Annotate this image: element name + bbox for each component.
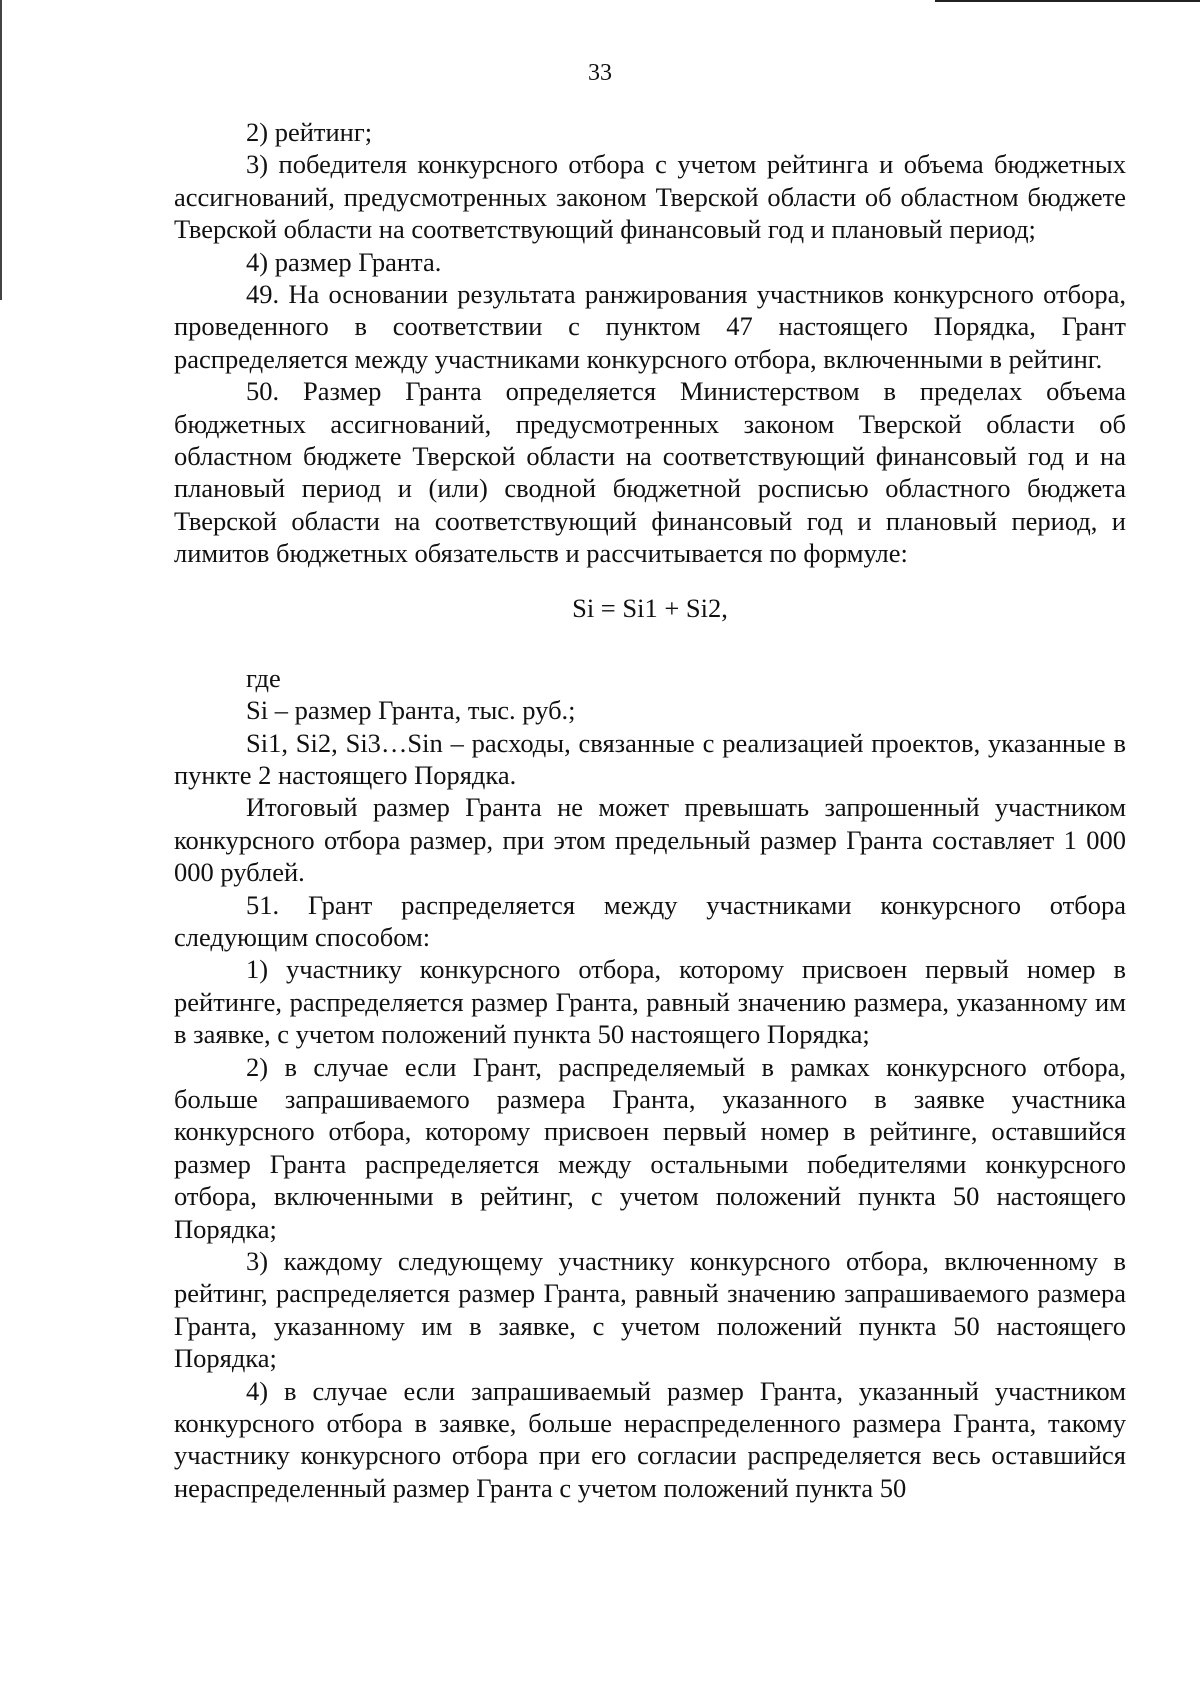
paragraph-grant-size: 4) размер Гранта. [246, 246, 442, 277]
paragraph-rating: 2) рейтинг; [246, 117, 373, 147]
scan-edge-line [935, 0, 1200, 2]
formula: Si = Si1 + Si2, [572, 592, 728, 623]
paragraph-si-components: Si1, Si2, Si3…Sin – расходы, связанные с реализацией проектов, указанные в пункте 2 настоящего Порядка. [174, 727, 1126, 790]
page-number: 33 [588, 60, 612, 86]
paragraph-51: 51. Грант распределяется между участниками конкурсного отбора следующим способом: [174, 889, 1126, 952]
scan-edge-line-left [0, 0, 2, 300]
paragraph-50: 50. Размер Гранта определяется Министерством в пределах объема бюджетных ассигнований, предусмотренных законом Тверской области об областном бюджете Тверской области на соответствующий финансовый год и на плановый период и (или) сводной бюджетной росписью областного бюджета Тверской области на соответствующий финансовый год и плановый период, и лимитов бюджетных обязательств и рассчитывается по формуле: [174, 376, 1126, 569]
paragraph-51-item-2: 2) в случае если Грант, распределяемый в рамках конкурсного отбора, больше запрашиваемого размера Гранта, указанного в заявке участника конкурсного отбора, которому присвоен первый номер в рейтинге, оставшийся размер Гранта распределяется между остальными победителями конкурсного отбора, включенными в рейтинг, с учетом положений пункта 50 настоящего Порядка; [174, 1051, 1126, 1244]
document-body [174, 116, 1126, 1504]
paragraph-49: 49. На основании результата ранжирования участников конкурсного отбора, проведенного в соответствии с пунктом 47 настоящего Порядка, Грант распределяется между участниками конкурсного отбора, включенными в рейтинг. [174, 279, 1126, 374]
paragraph-winner: 3) победителя конкурсного отбора с учетом рейтинга и объема бюджетных ассигнований, предусмотренных законом Тверской области об областном бюджете Тверской области на соответствующий финансовый год и плановый период; [174, 149, 1126, 245]
paragraph-si-definition: Si – размер Гранта, тыс. руб.; [246, 695, 576, 726]
paragraph-where: где [246, 662, 281, 693]
paragraph-51-item-1: 1) участнику конкурсного отбора, которому присвоен первый номер в рейтинге, распределяется размер Гранта, равный значению размера, указанному им в заявке, с учетом положений пункта 50 настоящего Порядка; [174, 954, 1126, 1050]
paragraph-final-size: Итоговый размер Гранта не может превышать запрошенный участником конкурсного отбора размер, при этом предельный размер Гранта составляет 1 000 000 рублей. [174, 792, 1126, 888]
paragraph-51-item-3: 3) каждому следующему участнику конкурсного отбора, включенному в рейтинг, распределяется размер Гранта, равный значению запрашиваемого размера Гранта, указанному им в заявке, с учетом положений пункта 50 настоящего Порядка; [174, 1246, 1126, 1374]
paragraph-51-item-4: 4) в случае если запрашиваемый размер Гранта, указанный участником конкурсного отбора в заявке, больше нераспределенного размера Гранта, такому участнику конкурсного отбора при его согласии распределяется весь оставшийся нераспределенный размер Гранта с учетом положений пункта 50 [174, 1375, 1126, 1503]
